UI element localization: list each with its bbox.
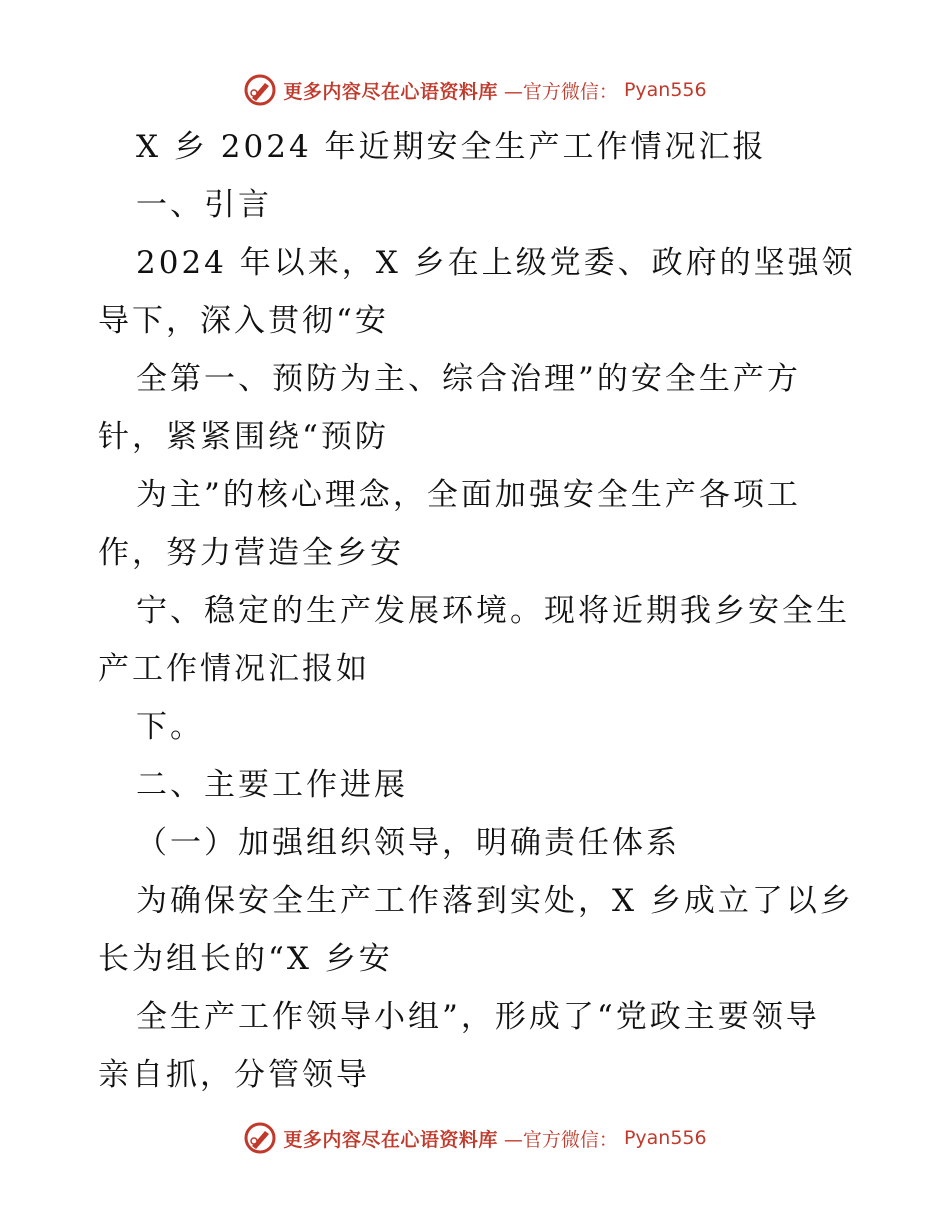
paragraph-line: 2024 年以来，X 乡在上级党委、政府的坚强领 xyxy=(136,245,856,281)
footer-watermark xyxy=(0,1118,950,1158)
paragraph-line: 全第一、预防为主、综合治理”的安全生产方 xyxy=(136,361,801,397)
watermark-contact-label: —官方微信： xyxy=(503,1128,618,1151)
paragraph-line: 下。 xyxy=(136,709,204,745)
document-title: X 乡 2024 年近期安全生产工作情况汇报 xyxy=(136,129,767,165)
paragraph-line: 宁、稳定的生产发展环境。现将近期我乡安全生 xyxy=(136,593,850,629)
watermark-wechat-id: Pyan556 xyxy=(623,1127,707,1149)
watermark-brand: 更多内容尽在心语资料库 xyxy=(283,80,498,103)
paragraph-line: 产工作情况汇报如 xyxy=(98,651,370,687)
paragraph-line: 导下，深入贯彻“安 xyxy=(98,303,389,339)
watermark-wechat-id: Pyan556 xyxy=(623,79,707,101)
pen-logo-icon xyxy=(243,1121,277,1155)
paragraph-line: 长为组长的“X 乡安 xyxy=(98,941,393,977)
header-watermark xyxy=(0,70,950,110)
section-heading: 二、主要工作进展 xyxy=(136,767,408,803)
pen-logo-icon xyxy=(243,73,277,107)
paragraph-line: 作，努力营造全乡安 xyxy=(98,535,404,571)
paragraph-line: 全生产工作领导小组”，形成了“党政主要领导 xyxy=(136,999,820,1035)
paragraph-line: 为主”的核心理念，全面加强安全生产各项工 xyxy=(136,477,801,513)
section-heading: 一、引言 xyxy=(136,187,272,223)
watermark-brand: 更多内容尽在心语资料库 xyxy=(283,1128,498,1151)
paragraph-line: 亲自抓，分管领导 xyxy=(98,1057,370,1093)
watermark-contact-label: —官方微信： xyxy=(503,80,618,103)
paragraph-line: 针，紧紧围绕“预防 xyxy=(98,419,389,455)
paragraph-line: 为确保安全生产工作落到实处，X 乡成立了以乡 xyxy=(136,883,854,919)
subsection-heading: （一）加强组织领导，明确责任体系 xyxy=(136,825,680,861)
